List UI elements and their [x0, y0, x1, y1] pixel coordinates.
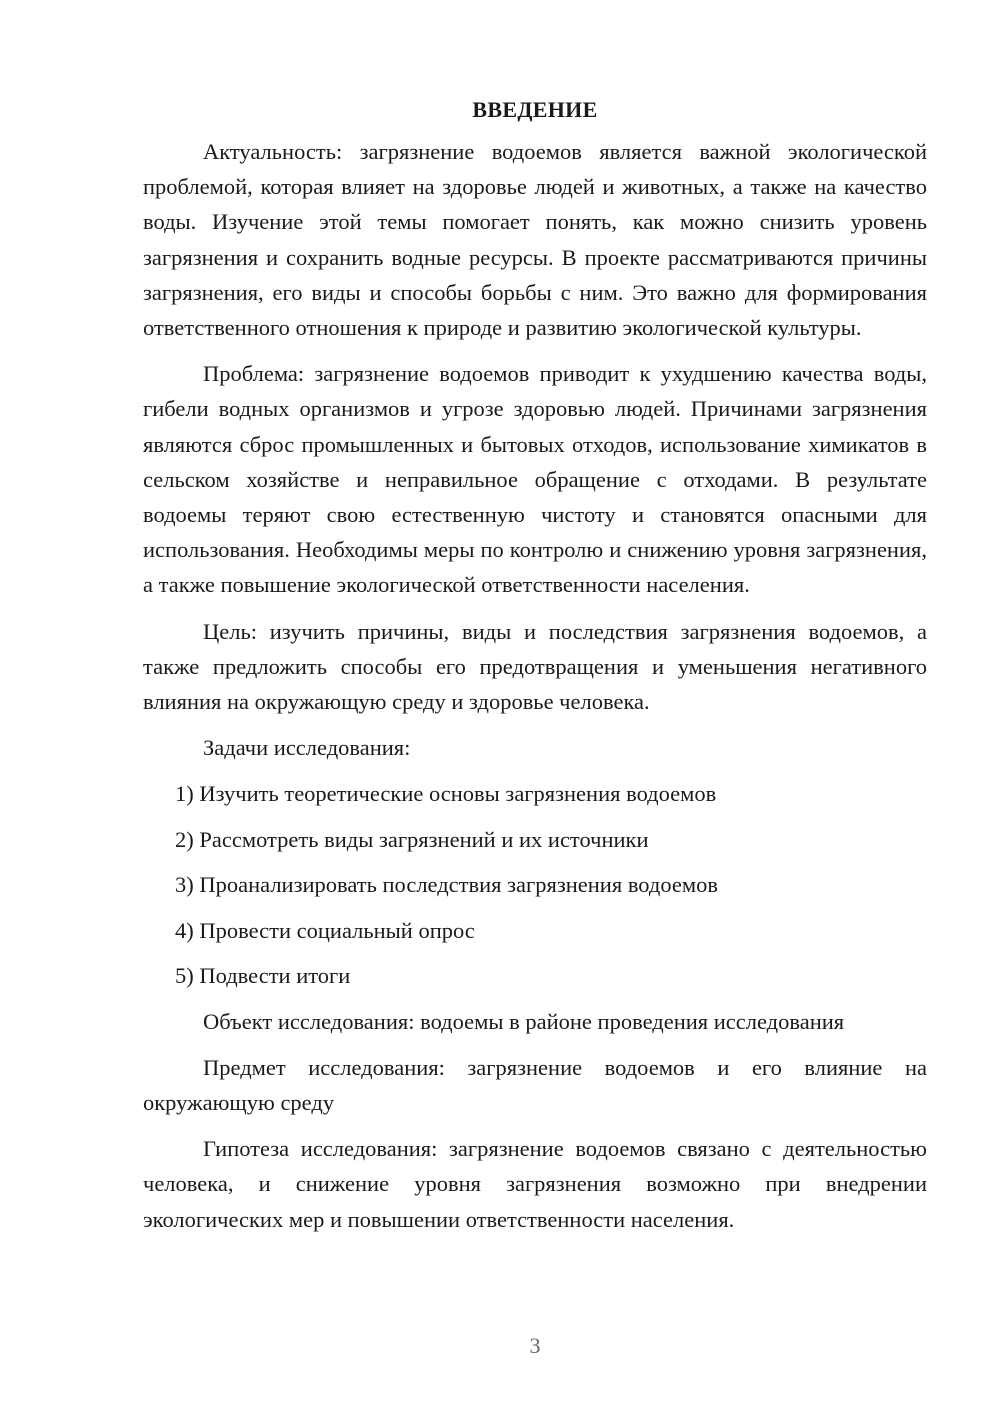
- tasks-label: Задачи исследования:: [203, 735, 411, 761]
- subject-paragraph: Предмет исследования: загрязнение водоемов и его влияние на окружающую среду: [143, 1054, 927, 1115]
- hypothesis-paragraph: Гипотеза исследования: загрязнение водоемов связано с деятельностью человека, и снижение уровня загрязнения возможно при внедрении экологических мер и повышении ответственности населения.: [143, 1136, 927, 1232]
- page-number: 3: [529, 1333, 541, 1358]
- tasks-list: [143, 776, 927, 993]
- task-item-3: 3) Проанализировать последствия загрязнения водоемов: [175, 872, 718, 898]
- page-title: ВВЕДЕНИЕ: [472, 97, 598, 122]
- task-item-1: 1) Изучить теоретические основы загрязнения водоемов: [175, 781, 717, 807]
- relevance-paragraph: Актуальность: загрязнение водоемов является важной экологической проблемой, которая влияет на здоровье людей и животных, а также на качество воды. Изучение этой темы помогает понять, как можно снизить уровень загрязнения и сохранить водные ресурсы. В проекте рассматриваются причины загрязнения, его виды и способы борьбы с ним. Это важно для формирования ответственного отношения к природе и развитию экологической культуры.: [143, 139, 927, 341]
- task-item-2: 2) Рассмотреть виды загрязнений и их источники: [175, 826, 649, 852]
- task-item-4: 4) Провести социальный опрос: [175, 917, 475, 943]
- task-item-5: 5) Подвести итоги: [175, 963, 351, 989]
- page-content: [143, 96, 927, 1248]
- problem-paragraph: Проблема: загрязнение водоемов приводит к ухудшению качества воды, гибели водных организмов и угрозе здоровью людей. Причинами загрязнения являются сброс промышленных и бытовых отходов, использование химикатов в сельском хозяйстве и неправильное обращение с отходами. В результате водоемы теряют свою естественную чистоту и становятся опасными для использования. Необходимы меры по контролю и снижению уровня загрязнения, а также повышение экологической ответственности населения.: [143, 361, 927, 598]
- goal-paragraph: Цель: изучить причины, виды и последствия загрязнения водоемов, а также предложить способы его предотвращения и уменьшения негативного влияния на окружающую среду и здоровье человека.: [143, 618, 927, 715]
- object-paragraph: Объект исследования: водоемы в районе проведения исследования: [203, 1008, 845, 1034]
